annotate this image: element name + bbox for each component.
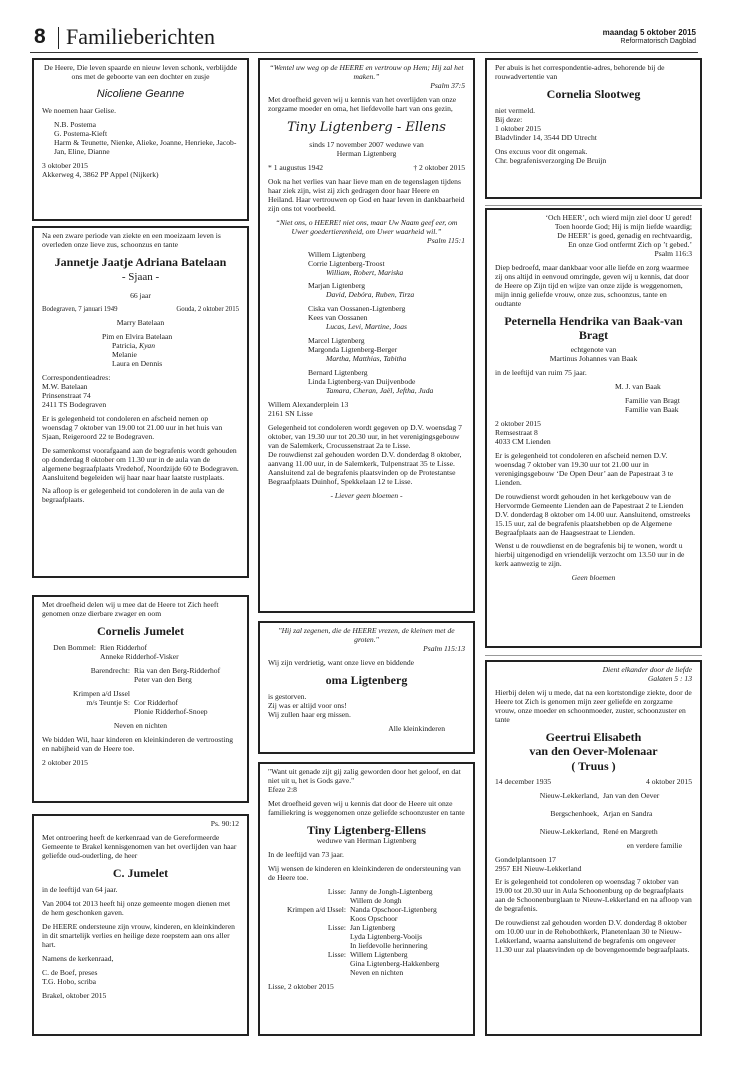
header-divider: [58, 27, 59, 49]
ad-quote: “Wentel uw weg op de HEERE en vertrouw op Hem; Hij zal het maken.”: [269, 63, 464, 81]
ad-name: Geertrui Elisabeth: [545, 729, 642, 744]
ad-paragraph: Gelegenheid tot condoleren wordt gegeven op D.V. woensdag 7 oktober, van 19.30 uur tot 20.30 uur, in het verenigingsgebouw van de Salemkerk, Crocussenstraat 2a te Lisse. De rouwdienst zal gehouden worden D.V. donderdag 8 oktober, aanvang 11.00 uur, in de Salemkerk, Tulpenstraat 35 te Lisse. Aansluitend zal de begrafenis plaatsvinden op de Protestantse Begraafplaats Duinhof, Spekkelaan 12 te Lisse.: [268, 422, 462, 486]
ad-place: Den Bommel:: [53, 643, 96, 653]
ad-relative: Patricia,: [112, 341, 138, 351]
ad-address: Willem Alexanderplein 13 2161 SN Lisse: [268, 399, 349, 418]
ad-quote-ref: Psalm 116:3: [654, 248, 692, 258]
ad-address: Akkerweg 4, 3862 PP Appel (Nijkerk): [42, 169, 159, 179]
ad-age: in de leeftijd van ruim 75 jaar.: [495, 368, 587, 378]
ad-closing: - Liever geen bloemen -: [330, 490, 403, 500]
ad-intro: Hierbij delen wij u mede, dat na een kortstondige ziekte, door de Heere tot Zich is genomen mijn zeer geliefde en zorgzame vrouw, onze moeder en schoonmoeder, zuster, schoonzuster en tante: [495, 687, 692, 724]
ad-since: sinds 17 november 2007 weduwe van Herman Ligtenberg: [309, 140, 424, 159]
ad-age: 66 jaar: [130, 291, 151, 301]
ad-intro: Na een zware periode van ziekte en een moeizaam leven is overleden onze lieve zus, schoonzus en tante: [42, 231, 221, 249]
ad-spouse: echtgenote van: [570, 345, 617, 355]
ad-grandchildren: Lucas, Levi, Martine, Joas: [326, 322, 407, 332]
ad-death-van-den-oever: [485, 660, 702, 1036]
ad-date: 2 oktober 2015: [42, 757, 88, 767]
ad-date: Lisse, 2 oktober 2015: [268, 981, 334, 991]
ad-death-batelaan: [32, 226, 249, 578]
ad-sign: Namens de kerkenraad,: [42, 953, 114, 963]
ad-paragraph: De HEERE ondersteune zijn vrouw, kinderen, en kleinkinderen in dit smartelijk verlies en heilige deze roepstem aan ons aller hart.: [42, 922, 235, 949]
ad-text: niet vermeld. Bij deze: 1 oktober 2015 Bladvlinder 14, 3544 DD Utrecht: [495, 106, 597, 143]
ad-name: Jannetje Jaatje Adriana Batelaan: [54, 254, 227, 269]
ad-family: N.B. Postema G. Postema-Kieft Harm & Teunette, Nienke, Alieke, Joanne, Henrieke, Jacob-Jan, Eline, Dianne: [54, 119, 237, 156]
ad-paragraph: Wenst u de rouwdienst en de begrafenis bij te wonen, wordt u hierbij uitgenodigd en vriendelijk verzocht om 13.50 uur in de kerk aanwezig te zijn.: [495, 541, 685, 569]
ad-death-van-baak: [485, 208, 702, 648]
ad-names: Rien Ridderhof Anneke Ridderhof-Visker: [100, 643, 179, 662]
ad-born: * 1 augustus 1942: [268, 163, 324, 172]
ad-rest: en verdere familie: [626, 840, 682, 850]
ad-quote-ref: Psalm 115:1: [426, 235, 465, 245]
ad-quote: “Niet ons, o HEERE! niet ons, maar Uw Naam geef eer, om Uwer goedertierenheid, om Uwer waarheid wil.”: [275, 217, 458, 236]
ad-wish: Wij wensen de kinderen en kleinkinderen de ondersteuning van de Heere toe.: [268, 864, 461, 883]
ad-text: We bidden Wil, haar kinderen en kleinkinderen de vertroosting en nabijheid van de Heere toe.: [42, 734, 234, 753]
ad-places: Nieuw-Lekkerland, Bergschenhoek, Nieuw-Lekkerland,: [539, 790, 599, 836]
section-title: Familieberichten: [66, 24, 216, 49]
ad-sign: Alle kleinkinderen: [388, 724, 445, 734]
ad-relative: Kyan: [139, 341, 156, 351]
ad-quote: "Hij zal zegenen, die de HEERE vrezen, de kleinen met de groten.": [278, 626, 455, 644]
ad-widow: weduwe van Herman Ligtenberg: [316, 836, 417, 846]
ad-paragraph: Er is gelegenheid tot condoleren en afscheid nemen D.V. woensdag 7 oktober van 19.30 uur tot 21.00 uur in verenigingsgebouw ‘De Open Deur’ aan de Papestraat 3 te Lienden.: [495, 450, 674, 487]
ad-intro: Diep bedroefd, maar dankbaar voor alle liefde en zorg waarmee zij ons altijd in eenvoud omringde, geven wij u kennis, dat door de Heere op Zijn tijd en wijze van onze zijde is weggenomen, mijn innig geliefde vrouw, onze zus, schoonzus, tante en oudtante: [495, 262, 689, 308]
ad-paragraph: Er is gelegenheid tot condoleren en afscheid nemen op woensdag 7 oktober van 19.00 tot 21.00 uur in het huis van Sjaan, Reigeroord 22 te Bodegraven.: [42, 413, 223, 441]
ad-text: is gestorven. Zij was er altijd voor ons! Wij zullen haar erg missen.: [268, 692, 351, 720]
newspaper-name: Reformatorisch Dagblad: [620, 38, 696, 45]
ad-text: Ons excuus voor dit ongemak. Chr. begrafenisverzorging De Bruijn: [495, 147, 607, 166]
ad-born: 14 december 1935: [495, 776, 552, 786]
ad-death-jumelet-church: [32, 814, 249, 1036]
ad-family: Familie van Bragt Familie van Baak: [625, 396, 680, 415]
ad-name: Tiny Ligtenberg - Ellens: [287, 119, 446, 135]
ad-date: Brakel, oktober 2015: [42, 990, 107, 1000]
ad-address: 2 oktober 2015 Remsestraat 8 4033 CM Lienden: [495, 419, 551, 446]
ad-grandchildren: William, Robert, Mariska: [326, 267, 404, 277]
ad-verse: Ps. 90:12: [210, 819, 239, 828]
ad-relative: Marry Batelaan: [116, 318, 165, 328]
ad-age: in de leeftijd van 64 jaar.: [42, 885, 118, 895]
ad-correction-slootweg: [485, 58, 702, 199]
ad-names: Cor Ridderhof Plonie Ridderhof-Snoep: [134, 698, 208, 717]
ad-name: C. Jumelet: [112, 865, 169, 880]
ad-names: Ria van den Berg-Ridderhof Peter van den Berg: [134, 666, 221, 685]
ad-corr-label: Correspondentieadres:: [42, 373, 111, 382]
ad-name: Tiny Ligtenberg-Ellens: [307, 822, 426, 837]
ad-intro: Met droefheid geven wij u kennis van het overlijden van onze zorgzame moeder en oma, het liefdevolle hart van ons gezin,: [268, 94, 457, 113]
ad-name: van den Oever-Molenaar: [529, 744, 658, 759]
ad-intro: Per abuis is het correspondentie-adres, behorende bij de rouwadvertentie van: [495, 63, 665, 81]
ad-names: Janny de Jongh-Ligtenberg Willem de Jongh Nanda Opschoor-Ligtenberg Koos Opschoor Jan Ligtenberg Lyda Ligtenberg-Vooijs In liefdevolle herinnering Willem Ligtenberg Gina Ligtenberg-Hakkenberg Neven en nichten: [350, 886, 440, 977]
ad-name: Peternella Hendrika van Baak-van Bragt: [504, 313, 683, 342]
ad-address: Gondelplantsoen 17 2957 EH Nieuw-Lekkerland: [495, 854, 582, 873]
ad-date: 3 oktober 2015: [42, 160, 88, 170]
ad-places: Lisse: Krimpen a/d IJssel: Lisse: Lisse:: [286, 886, 346, 959]
ad-intro: Met droefheid delen wij u mee dat de Heere tot Zich heeft genomen onze dierbare zwager en oom: [42, 600, 219, 618]
ad-paragraph: Ook na het verlies van haar lieve man en de tegenslagen tijdens haar ziek zijn, wist zij zich gedragen door haar Heere en Heiland. Haar vertrouwen op God en haar leven in dankbaarheid zijn ons tot voorbeeld.: [268, 176, 465, 213]
ad-quote-ref: Psalm 37:5: [430, 80, 465, 90]
ad-death-ligtenberg-family: [258, 762, 475, 1036]
ad-grandchildren: Martha, Matthias, Tabitha: [326, 354, 407, 364]
ad-quote-ref: Galaten 5 : 13: [647, 673, 692, 683]
page-number: 8: [34, 25, 46, 48]
column-rule: [485, 655, 702, 656]
ad-nickname: ( Truus ): [571, 758, 616, 773]
header-rule: [30, 52, 698, 53]
ad-signatories: C. de Boef, preses T.G. Hobo, scriba: [42, 967, 98, 986]
ad-born: Bodegraven, 7 januari 1949: [42, 306, 118, 314]
ad-names: Jan van den Oever Arjan en Sandra René en Margreth: [603, 790, 660, 836]
ad-paragraph: De samenkomst voorafgaand aan de begrafenis wordt gehouden op donderdag 8 oktober om 11.30 uur in de aula van de algemene begraafplaats Vredehof, Noordzijde 60 te Bodegraven. Aansluitend begeleiden wij haar naar haar laatste rustplaats.: [42, 445, 239, 482]
ad-grandchildren-ligtenberg: [258, 621, 475, 754]
ad-paragraph: Van 2004 tot 2013 heeft hij onze gemeente mogen dienen met de hem geschonken gaven.: [42, 899, 231, 918]
ad-relative: Willem Ligtenberg Corrie Ligtenberg-Troost: [308, 249, 385, 268]
ad-birth-geanne: [32, 58, 249, 221]
ad-name: oma Ligtenberg: [325, 672, 408, 687]
ad-corr-address: M.W. Batelaan Prinsenstraat 74 2411 TS Bodegraven: [42, 381, 107, 409]
ad-quote: ‘Och HEER’, och wierd mijn ziel door U gered! Toen hoorde God; Hij is mijn liefde waardig; De HEER’ is goed, genadig en rechtvaardig, En onze God ontfermt Zich op ’t gebed.’: [545, 213, 692, 249]
ad-closing: Geen bloemen: [571, 573, 616, 583]
issue-date: maandag 5 oktober 2015: [602, 28, 696, 37]
ad-death-jumelet-family: [32, 595, 249, 803]
ad-relative: Melanie Laura en Dennis: [112, 350, 163, 369]
ad-text: We noemen haar Gelise.: [42, 105, 117, 115]
ad-died: † 2 oktober 2015: [413, 163, 465, 172]
ad-intro: Wij zijn verdrietig, want onze lieve en biddende: [268, 657, 415, 667]
ad-intro: Met droefheid geven wij u kennis dat door de Heere uit onze familiekring is weggenomen onze geliefde schoonzuster en tante: [268, 798, 465, 817]
ad-quote: Dient elkander door de liefde: [602, 665, 692, 674]
ad-relative: Ciska van Oossanen-Ligtenberg Kees van Oossanen: [308, 304, 406, 323]
ad-quote: "Want uit genade zijt gij zalig geworden door het geloof, en dat niet uit u, het is Gods gave.": [268, 767, 461, 785]
ad-relative: Pim en Elvira Batelaan: [102, 332, 173, 342]
ad-name: Cornelia Slootweg: [546, 86, 641, 101]
column-rule: [485, 205, 702, 206]
ad-place: Krimpen a/d IJssel m/s Teuntje S:: [73, 689, 130, 708]
ad-paragraph: De rouwdienst zal gehouden worden D.V. donderdag 8 oktober om 10.00 uur in de Rehobothkerk, Planetenlaan 30 te Nieuw-Lekkerland, waarna aansluitend de begrafenis om ongeveer 11.30 uur zal plaatsvinden op de bovengenoemde begraafplaats.: [495, 918, 690, 955]
ad-name: Cornelis Jumelet: [97, 623, 184, 638]
ad-death-ligtenberg: [258, 58, 475, 613]
ad-grandchildren: Tamara, Cheran, Jaël, Jeftha, Juda: [326, 386, 434, 396]
ad-relative: Marcel Ligtenberg Margonda Ligtenberg-Berger: [308, 336, 398, 355]
ad-nickname: - Sjaan -: [121, 271, 160, 284]
ad-name: Nicoliene Geanne: [96, 87, 185, 100]
ad-spouse: Martinus Johannes van Baak: [549, 354, 638, 364]
ad-relative: Bernard Ligtenberg Linda Ligtenberg-van Duijvenbode: [308, 368, 416, 387]
ad-rest: Neven en nichten: [113, 721, 168, 731]
ad-place: Barendrecht:: [90, 666, 130, 676]
ad-intro: Met ontroering heeft de kerkenraad van de Gereformeerde Gemeente te Brakel kennisgenomen van het overlijden van haar geliefde oud-ouderling, de heer: [42, 832, 237, 860]
ad-age: In de leeftijd van 73 jaar.: [268, 850, 344, 860]
ad-died: Gouda, 2 oktober 2015: [176, 306, 239, 314]
ad-paragraph: Er is gelegenheid tot condoleren op woensdag 7 oktober van 19.00 tot 20.30 uur in Aula Schoonenburg op de begraafplaats aan de Schoonenburglaan te Nieuw-Lekkerland en na afloop van de begrafenis.: [495, 877, 692, 914]
ad-relative: Marjan Ligtenberg: [308, 281, 366, 291]
ad-paragraph: Na afloop is er gelegenheid tot condoleren in de aula van de begraafplaats.: [42, 486, 225, 505]
ad-quote-ref: Psalm 115:13: [423, 643, 465, 653]
ad-paragraph: De rouwdienst wordt gehouden in het kerkgebouw van de Hervormde Gemeente Lienden aan de Papestraat 2 te Lienden D.V. donderdag 8 oktober om 14.00 uur. Aansluitend, omstreeks 15.15 uur, zal de begrafenis plaatshebben op de Algemene Begraafplaats aan de Haagsestraat te Lienden.: [495, 491, 691, 537]
ad-died: 4 oktober 2015: [646, 776, 692, 786]
ad-quote-ref: Efeze 2:8: [268, 784, 297, 794]
ad-grandchildren: David, Debóra, Ruben, Tirza: [326, 290, 415, 300]
ad-intro: De Heere, Die leven spaarde en nieuw leven schonk, verblijdde ons met de geboorte van een dochter en zusje: [44, 63, 237, 81]
ad-family: M. J. van Baak: [615, 382, 661, 392]
